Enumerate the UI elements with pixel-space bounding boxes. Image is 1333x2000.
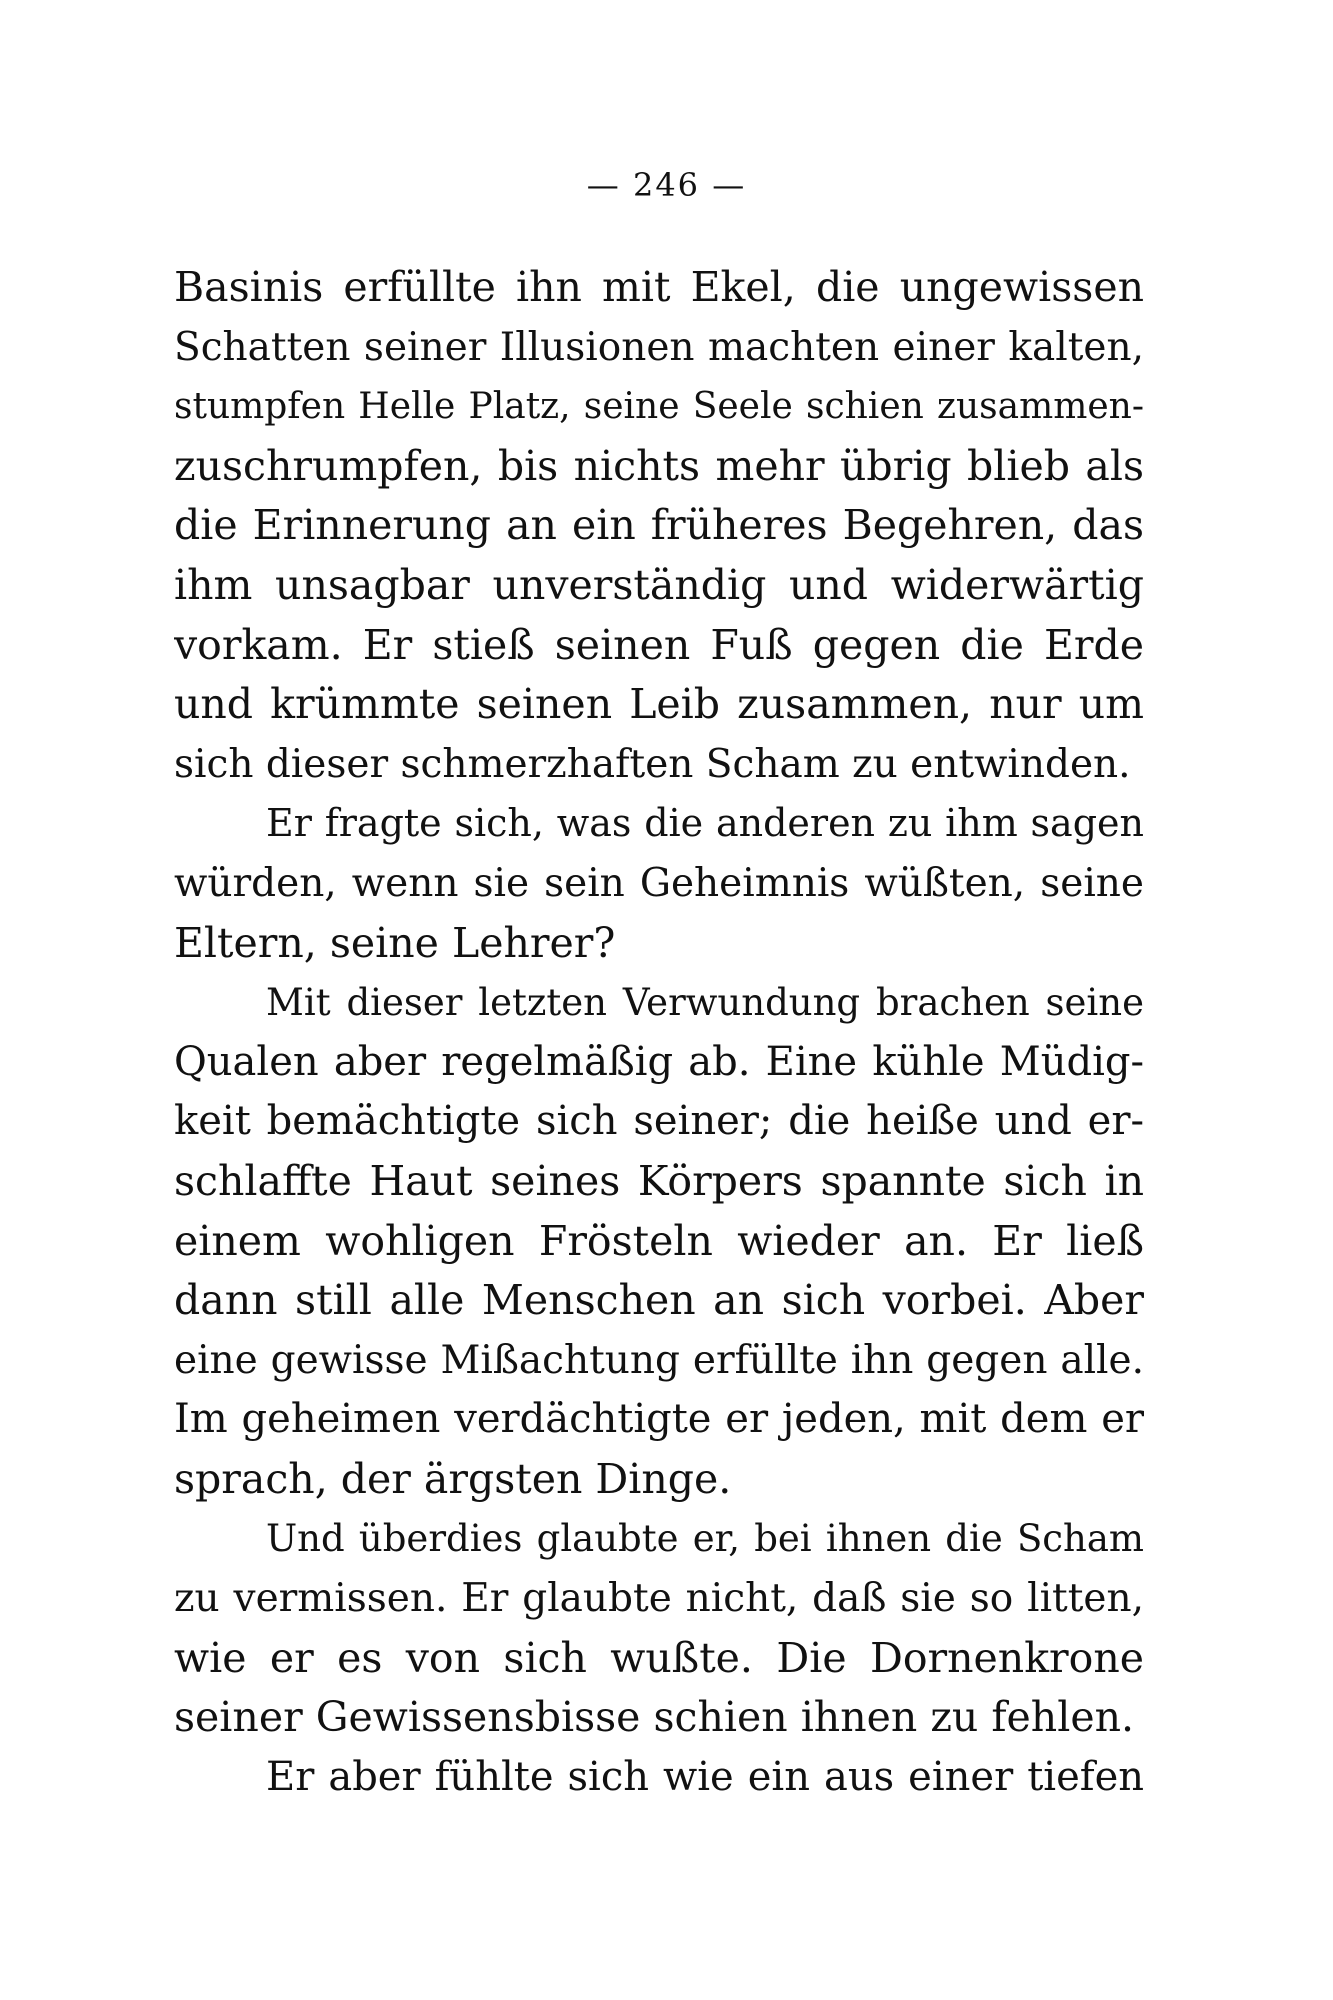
text-line: seiner Gewissensbisse schien ihnen zu fehlen. — [174, 1693, 1135, 1742]
text-line: eine gewisse Mißachtung erfüllte ihn gegen alle. — [174, 1337, 1144, 1383]
text-line: Basinis erfüllte ihn mit Ekel, die ungewissen — [174, 263, 1144, 311]
text-line: wie er es von sich wußte. Die Dornenkrone — [174, 1633, 1144, 1682]
text-line: Schatten seiner Illusionen machten einer kalten, — [174, 324, 1144, 370]
text-line: sprach, der ärgsten Dinge. — [174, 1454, 732, 1503]
text-line: Er aber fühlte sich wie ein aus einer tiefen — [266, 1753, 1144, 1800]
text-line: einem wohligen Frösteln wieder an. Er ließ — [174, 1216, 1144, 1265]
text-line: Qualen aber regelmäßig ab. Eine kühle Müdig- — [174, 1038, 1144, 1085]
text-line: sich dieser schmerzhaften Scham zu entwinden. — [174, 741, 1131, 787]
page-number: — 246 — — [586, 166, 747, 204]
text-line: Und überdies glaubte er, bei ihnen die Scham — [266, 1517, 1144, 1561]
text-line: würden, wenn sie sein Geheimnis wüßten, seine — [174, 860, 1144, 906]
text-line: schlaffte Haut seines Körpers spannte sich in — [174, 1156, 1144, 1205]
text-line: ihm unsagbar unverständig und widerwärtig — [174, 560, 1144, 609]
text-line: zu vermissen. Er glaubte nicht, daß sie so litten, — [174, 1576, 1144, 1622]
text-line: und krümmte seinen Leib zusammen, nur um — [174, 680, 1144, 729]
text-line: vorkam. Er stieß seinen Fuß gegen die Erde — [174, 620, 1144, 669]
text-line: stumpfen Helle Platz, seine Seele schien zusammen- — [174, 386, 1144, 428]
text-line: Im geheimen verdächtigte er jeden, mit dem er — [174, 1396, 1144, 1443]
text-line: Er fragte sich, was die anderen zu ihm sagen — [266, 801, 1144, 846]
text-line: dann still alle Menschen an sich vorbei. Aber — [174, 1276, 1144, 1325]
text-line: Eltern, seine Lehrer? — [174, 918, 616, 967]
text-line: Mit dieser letzten Verwundung brachen seine — [266, 981, 1144, 1025]
text-line: keit bemächtigte sich seiner; die heiße und er- — [174, 1098, 1144, 1145]
text-line: die Erinnerung an ein früheres Begehren, das — [174, 501, 1144, 550]
text-line: zuschrumpfen, bis nichts mehr übrig blieb als — [174, 441, 1144, 490]
body-text — [174, 258, 1144, 1807]
